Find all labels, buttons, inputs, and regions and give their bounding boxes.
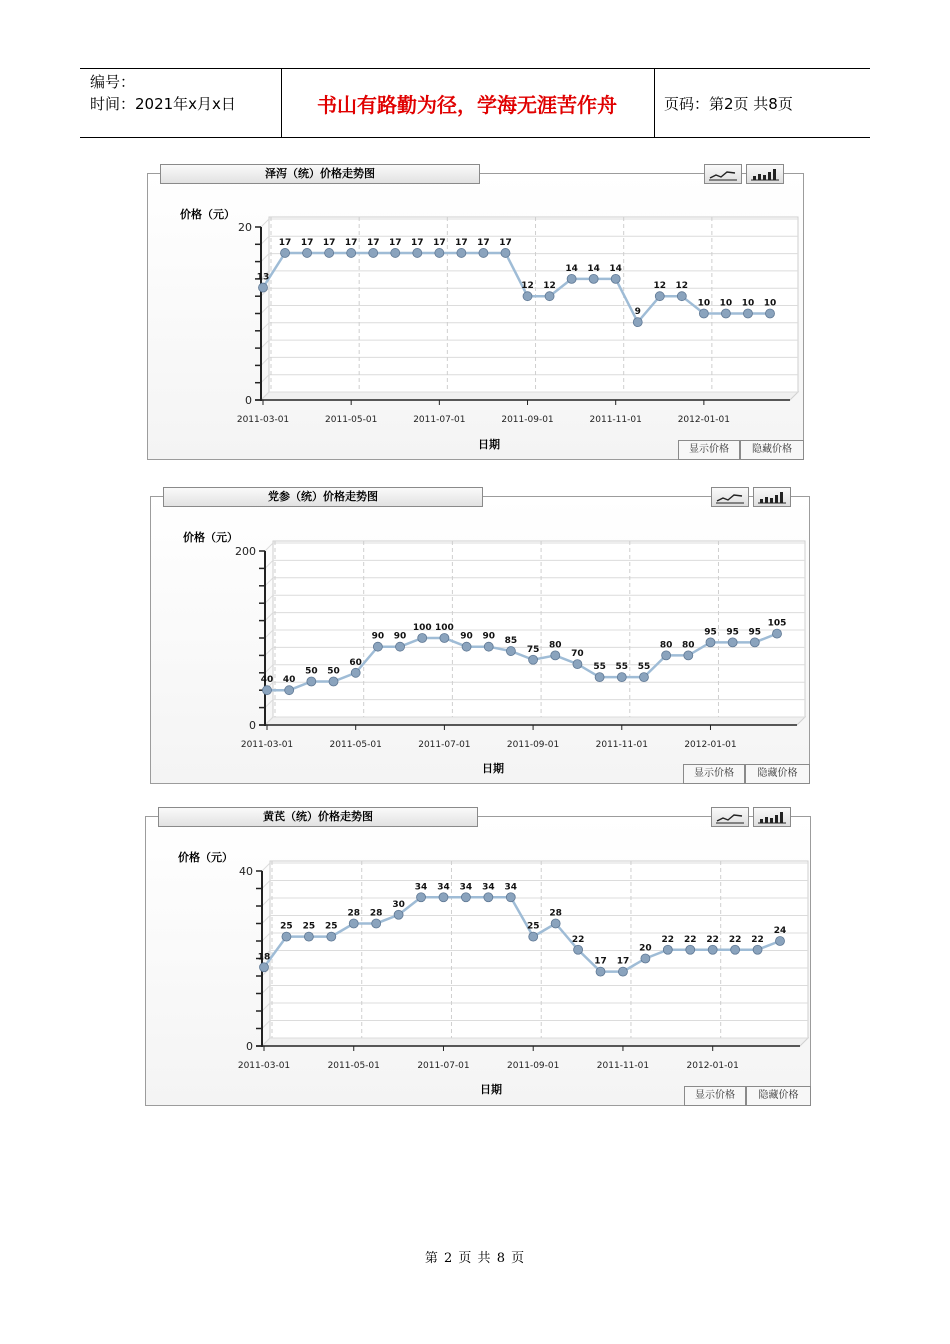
chart-plot: [151, 497, 809, 783]
y-tick-label: 20: [238, 221, 252, 234]
data-label: 22: [571, 934, 585, 945]
data-label: 14: [587, 263, 600, 274]
hide-price-button[interactable]: 隐藏价格: [745, 764, 810, 784]
data-point: [418, 634, 427, 643]
x-tick-label: 2011-09-01: [506, 740, 560, 750]
data-label: 105: [767, 618, 787, 629]
plot-area: [273, 541, 805, 717]
data-point: [766, 309, 775, 318]
data-label: 34: [414, 882, 428, 893]
data-label: 60: [349, 657, 362, 668]
chart-huangqi: [145, 810, 811, 1106]
grid-line: [261, 219, 269, 227]
data-label: 10: [763, 298, 777, 309]
data-label: 10: [697, 298, 711, 309]
data-point: [523, 292, 532, 301]
chart-title: 黄芪（统）价格走势图: [158, 807, 478, 827]
grid-line: [265, 700, 273, 708]
data-point: [655, 292, 664, 301]
data-label: 17: [388, 237, 402, 248]
line-chart-icon[interactable]: [711, 487, 749, 507]
data-point: [641, 954, 650, 963]
data-point: [617, 673, 626, 682]
document-header: [80, 68, 870, 138]
grid-line: [262, 863, 270, 871]
y-tick-label: 40: [239, 865, 253, 878]
data-label: 95: [704, 627, 717, 638]
data-label: 22: [661, 934, 675, 945]
data-point: [325, 248, 334, 257]
data-point: [753, 945, 762, 954]
data-point: [479, 248, 488, 257]
grid-line: [262, 933, 270, 941]
data-point: [440, 634, 449, 643]
grid-line: [262, 916, 270, 924]
show-price-button[interactable]: 显示价格: [684, 1086, 746, 1106]
data-point: [263, 686, 272, 695]
data-point: [686, 945, 695, 954]
data-point: [369, 248, 378, 257]
grid-line: [262, 986, 270, 994]
hide-price-button[interactable]: 隐藏价格: [740, 440, 804, 460]
x-tick-label: 2011-09-01: [501, 415, 554, 425]
data-label: 34: [459, 882, 473, 893]
data-point: [439, 893, 448, 902]
x-tick-label: 2011-11-01: [595, 740, 648, 750]
data-label: 34: [482, 882, 495, 893]
grid-line: [265, 595, 273, 603]
data-point: [699, 309, 708, 318]
header-meta: [80, 69, 280, 139]
data-point: [639, 673, 648, 682]
x-tick-label: 2011-03-01: [237, 1061, 291, 1071]
data-point: [545, 292, 554, 301]
data-point: [677, 292, 686, 301]
data-point: [307, 677, 316, 686]
data-label: 10: [719, 298, 733, 309]
data-label: 24: [773, 926, 787, 936]
grid-line: [265, 665, 273, 673]
data-label: 95: [726, 627, 739, 638]
x-tick-label: 2011-05-01: [325, 415, 378, 425]
grid-line: [265, 578, 273, 586]
number-label: 编号：: [90, 73, 136, 91]
data-label: 22: [728, 934, 742, 945]
data-point: [574, 945, 583, 954]
x-tick-label: 2011-07-01: [417, 1061, 470, 1071]
data-label: 13: [256, 272, 270, 283]
data-point: [281, 248, 290, 257]
data-label: 25: [325, 921, 338, 932]
data-label: 12: [675, 281, 689, 292]
data-point: [589, 274, 598, 283]
data-label: 17: [322, 237, 336, 248]
grid-line: [261, 323, 269, 331]
data-point: [461, 893, 470, 902]
data-point: [633, 318, 642, 327]
y-tick-label: 0: [246, 1040, 253, 1053]
data-point: [372, 919, 381, 928]
data-label: 17: [594, 956, 607, 967]
y-axis-label: 价格（元）: [183, 531, 238, 544]
data-point: [750, 638, 759, 647]
data-point: [529, 932, 538, 941]
data-label: 14: [609, 263, 622, 274]
data-label: 80: [548, 640, 562, 651]
data-label: 17: [433, 237, 446, 248]
data-point: [611, 274, 620, 283]
data-label: 12: [521, 281, 534, 292]
data-point: [506, 647, 515, 656]
data-label: 90: [393, 631, 407, 642]
data-point: [457, 248, 466, 257]
data-label: 17: [477, 237, 490, 248]
data-label: 40: [282, 675, 296, 686]
data-label: 90: [371, 631, 385, 642]
data-label: 100: [434, 623, 454, 633]
data-label: 90: [460, 631, 473, 642]
data-point: [373, 642, 382, 651]
data-point: [396, 642, 405, 651]
chart-zexie: [147, 167, 804, 460]
grid-line: [261, 375, 269, 383]
data-point: [391, 248, 400, 257]
data-label: 22: [706, 934, 719, 945]
data-label: 17: [499, 237, 512, 248]
data-label: 55: [615, 662, 629, 673]
data-point: [731, 945, 740, 954]
data-point: [285, 686, 294, 695]
data-label: 25: [280, 921, 293, 932]
x-tick-label: 2011-05-01: [327, 1061, 380, 1071]
grid-line: [265, 630, 273, 638]
data-point: [773, 629, 782, 638]
x-axis-label: 日期: [478, 438, 500, 451]
x-axis-label: 日期: [482, 762, 504, 775]
data-label: 28: [369, 908, 383, 919]
y-tick-label: 0: [245, 394, 252, 407]
plot-floor: [261, 392, 798, 400]
y-axis-label: 价格（元）: [178, 851, 233, 864]
x-tick-label: 2011-11-01: [596, 1061, 650, 1071]
data-point: [303, 248, 312, 257]
data-label: 50: [305, 666, 318, 677]
x-tick-label: 2011-11-01: [589, 415, 642, 425]
x-tick-label: 2012-01-01: [677, 415, 731, 425]
grid-line: [261, 357, 269, 365]
data-point: [663, 945, 672, 954]
data-label: 40: [260, 675, 274, 686]
data-label: 12: [653, 281, 667, 292]
grid-line: [262, 1021, 270, 1029]
x-tick-label: 2012-01-01: [686, 1061, 739, 1071]
header-motto: 书山有路勤为径，学海无涯苦作舟: [317, 92, 617, 117]
data-point: [618, 967, 627, 976]
data-point: [347, 248, 356, 257]
bar-chart-icon[interactable]: [753, 807, 791, 827]
data-point: [260, 963, 269, 972]
x-tick-label: 2011-03-01: [236, 415, 290, 425]
show-price-button[interactable]: 显示价格: [678, 440, 740, 460]
data-label: 20: [639, 943, 652, 954]
data-point: [567, 274, 576, 283]
x-tick-label: 2011-07-01: [418, 740, 471, 750]
data-point: [728, 638, 737, 647]
data-point: [776, 937, 785, 946]
data-point: [435, 248, 444, 257]
plot-floor: [265, 717, 805, 725]
grid-line: [262, 898, 270, 906]
data-point: [529, 655, 538, 664]
grid-line: [265, 543, 273, 551]
data-point: [413, 248, 422, 257]
data-label: 10: [741, 298, 755, 309]
data-label: 75: [526, 644, 540, 655]
data-label: 9: [634, 307, 641, 318]
data-label: 100: [412, 623, 432, 633]
data-point: [551, 651, 560, 660]
data-point: [743, 309, 752, 318]
data-point: [573, 660, 582, 669]
x-tick-label: 2011-09-01: [507, 1061, 560, 1071]
data-point: [595, 673, 604, 682]
data-label: 80: [682, 640, 695, 651]
data-point: [708, 945, 717, 954]
hide-price-button[interactable]: 隐藏价格: [746, 1086, 811, 1106]
line-chart-icon[interactable]: [704, 164, 742, 184]
data-point: [662, 651, 671, 660]
grid-line: [265, 647, 273, 655]
data-point: [551, 919, 560, 928]
data-point: [596, 967, 605, 976]
data-point: [484, 893, 493, 902]
grid-line: [261, 340, 269, 348]
x-tick-label: 2011-07-01: [413, 415, 466, 425]
data-point: [721, 309, 730, 318]
chart-title: 党参（统）价格走势图: [163, 487, 483, 507]
data-point: [684, 651, 693, 660]
grid-line: [262, 1003, 270, 1011]
x-axis-label: 日期: [480, 1083, 502, 1096]
chart-title: 泽泻（统）价格走势图: [160, 164, 480, 184]
data-label: 17: [455, 237, 468, 248]
grid-line: [261, 254, 269, 262]
data-point: [304, 932, 313, 941]
data-point: [329, 677, 338, 686]
data-point: [282, 932, 291, 941]
data-label: 70: [571, 649, 584, 660]
data-label: 22: [683, 934, 697, 945]
data-label: 17: [278, 237, 292, 248]
data-label: 34: [504, 882, 518, 893]
y-tick-label: 0: [249, 719, 256, 732]
data-point: [417, 893, 426, 902]
y-axis-label: 价格（元）: [180, 208, 235, 221]
page-footer: 第 2 页 共 8 页: [424, 1251, 526, 1266]
data-label: 55: [593, 662, 606, 673]
chart-plot: [146, 817, 810, 1105]
data-point: [394, 910, 403, 919]
grid-line: [265, 560, 273, 568]
data-point: [462, 642, 471, 651]
plot-floor: [262, 1038, 808, 1046]
grid-line: [261, 236, 269, 244]
data-label: 17: [616, 956, 630, 967]
data-label: 18: [257, 952, 271, 963]
data-point: [351, 668, 360, 677]
x-tick-label: 2011-03-01: [240, 740, 294, 750]
y-tick-label: 200: [235, 545, 256, 558]
grid-line: [265, 613, 273, 621]
line-chart-icon[interactable]: [711, 807, 749, 827]
data-label: 17: [300, 237, 314, 248]
data-label: 22: [751, 934, 764, 945]
x-tick-label: 2011-05-01: [329, 740, 382, 750]
header-divider: [654, 69, 655, 137]
data-label: 25: [302, 921, 316, 932]
data-point: [506, 893, 515, 902]
data-label: 30: [392, 899, 405, 910]
data-label: 14: [565, 263, 578, 274]
data-point: [706, 638, 715, 647]
data-point: [501, 248, 510, 257]
data-label: 95: [748, 627, 762, 638]
data-label: 90: [482, 631, 496, 642]
data-label: 55: [637, 662, 651, 673]
time-label: 时间：2021年x月x日: [90, 95, 236, 113]
data-label: 17: [411, 237, 424, 248]
data-point: [327, 932, 336, 941]
data-label: 28: [549, 908, 562, 919]
data-label: 17: [344, 237, 358, 248]
data-point: [349, 919, 358, 928]
data-label: 85: [504, 636, 518, 647]
data-label: 28: [347, 908, 361, 919]
data-label: 80: [659, 640, 673, 651]
grid-line: [261, 306, 269, 314]
header-page-info: 页码：第2页 共8页: [664, 94, 793, 113]
data-label: 50: [327, 666, 340, 677]
chart-plot: [148, 174, 803, 459]
data-label: 25: [526, 921, 540, 932]
data-point: [259, 283, 268, 292]
show-price-button[interactable]: 显示价格: [683, 764, 745, 784]
bar-chart-icon[interactable]: [746, 164, 784, 184]
data-point: [484, 642, 493, 651]
data-label: 17: [366, 237, 380, 248]
bar-chart-icon[interactable]: [753, 487, 791, 507]
x-tick-label: 2012-01-01: [684, 740, 737, 750]
chart-dangshen: [150, 490, 810, 784]
data-label: 12: [543, 281, 556, 292]
data-label: 34: [437, 882, 450, 893]
grid-line: [262, 881, 270, 889]
